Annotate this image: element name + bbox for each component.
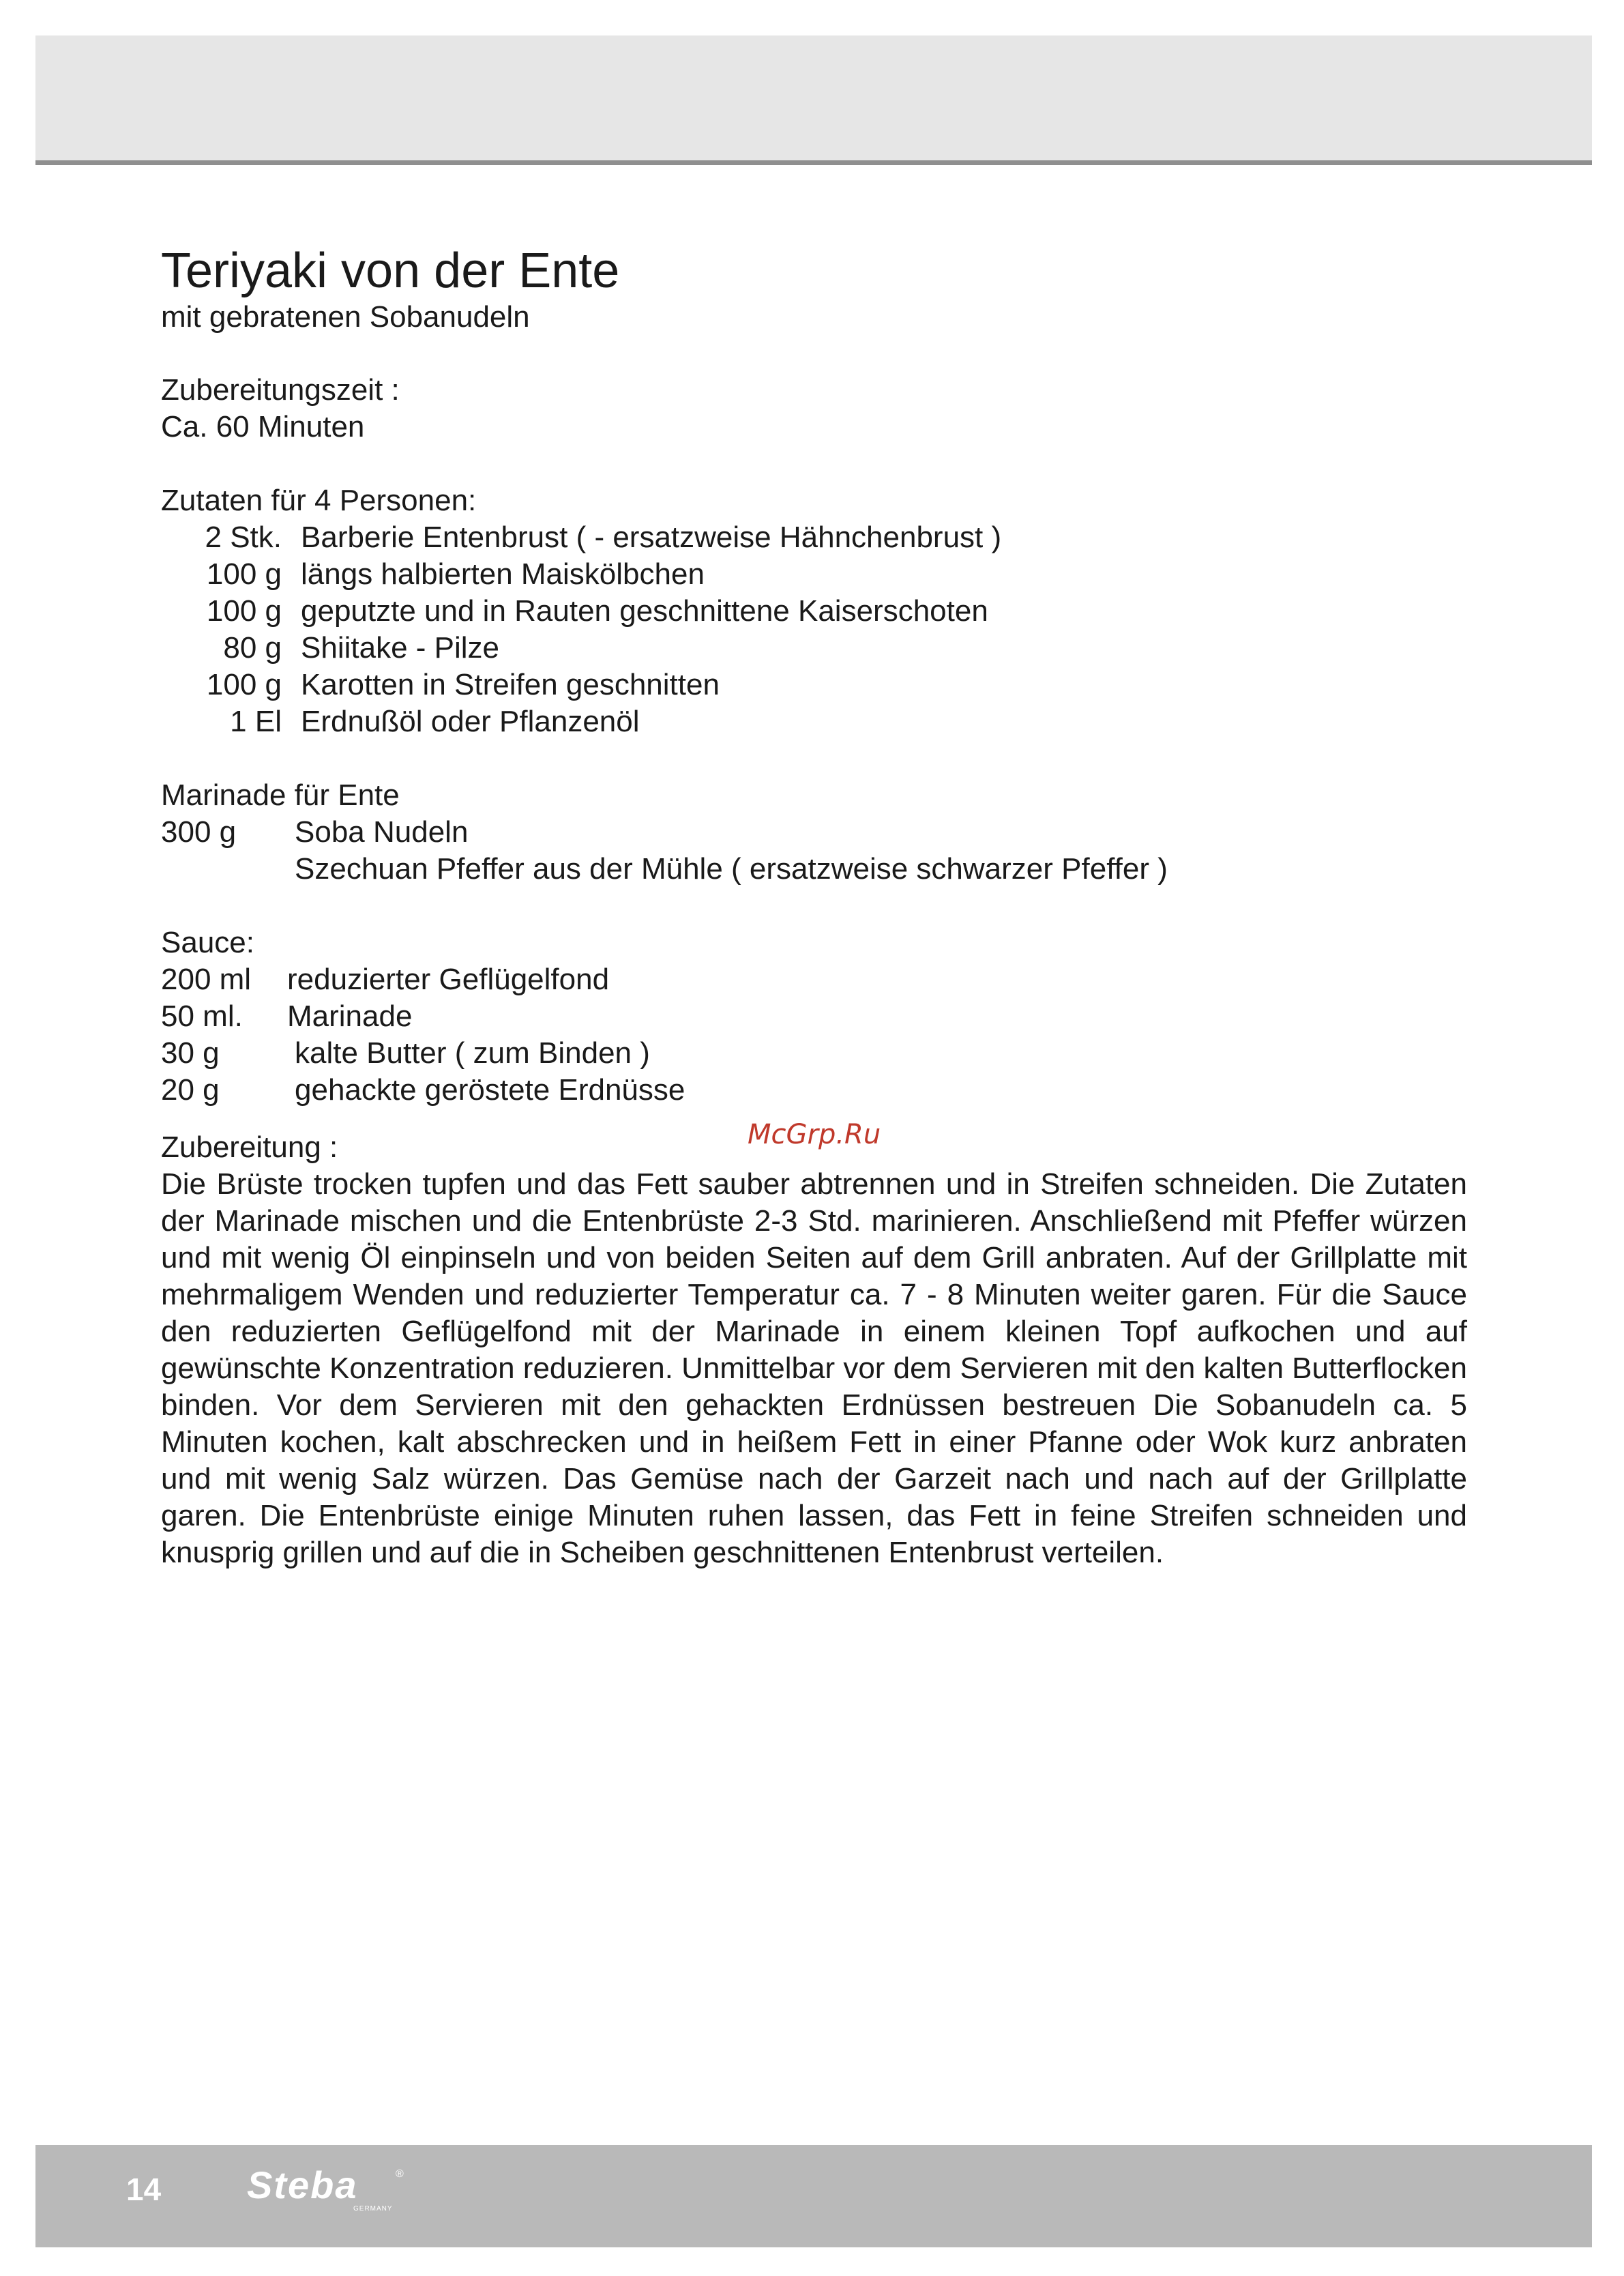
sauce-item: kalte Butter ( zum Binden ) — [295, 1036, 650, 1070]
sauce-label: Sauce: — [161, 926, 254, 959]
prep-time: Ca. 60 Minuten — [161, 410, 365, 443]
ingredient-item: Barberie Entenbrust ( - ersatzweise Hähnchenbrust ) — [301, 521, 1002, 554]
ingredient-item: Karotten in Streifen geschnitten — [301, 668, 720, 701]
method-label: Zubereitung : — [161, 1130, 338, 1164]
sauce-qty: 30 g — [161, 1036, 220, 1070]
marinade-item: Szechuan Pfeffer aus der Mühle ( ersatzweise schwarzer Pfeffer ) — [295, 852, 1168, 886]
ingredient-item: Erdnußöl oder Pflanzenöl — [301, 705, 640, 738]
method-text: Die Brüste trocken tupfen und das Fett sauber abtrennen und in Streifen schneiden. Die Zutaten der Marinade mischen und die Entenbrüste 2-3 Std. marinieren. Anschließend mit Pfeffer würzen und mit wenig Öl einpinseln und von beiden Seiten auf dem Grill anbraten. Auf der Grillplatte mit mehrmaligem Wenden und reduzierter Temperatur ca. 7 - 8 Minuten weiter garen. Für die Sauce den reduzierten Geflügelfond mit der Marinade in einem kleinen Topf aufkochen und auf gewünschte Konzentration reduzieren. Unmittelbar vor dem Servieren mit den kalten Butterflocken binden. Vor dem Servieren mit den gehackten Erdnüssen bestreuen Die Sobanudeln ca. 5 Minuten kochen, kalt abschrecken und in heißem Fett in einer Pfanne oder Wok kurz anbraten und mit wenig Salz würzen. Das Gemüse nach der Garzeit nach und nach auf der Grillplatte garen. Die Entenbrüste einige Minuten ruhen lassen, das Fett in feine Streifen schneiden und knusprig grillen und auf die in Scheiben geschnittenen Entenbrust verteilen. — [161, 1167, 1467, 1569]
ingredient-qty: 100 g — [206, 594, 282, 628]
sauce-qty: 20 g — [161, 1073, 220, 1107]
ingredient-item: Shiitake - Pilze — [301, 631, 500, 665]
marinade-row — [161, 851, 1467, 888]
brand-mark: ® — [396, 2168, 404, 2180]
recipe-content — [161, 242, 1467, 1571]
recipe-title: Teriyaki von der Ente — [161, 244, 620, 298]
ingredient-item: längs halbierten Maiskölbchen — [301, 557, 705, 591]
sauce-item: reduzierter Geflügelfond — [287, 963, 610, 996]
sauce-row — [161, 1035, 1467, 1072]
ingredient-row — [161, 593, 1467, 630]
brand-sub: GERMANY — [353, 2205, 393, 2213]
brand-logo: Steba — [247, 2163, 358, 2206]
ingredient-row — [161, 519, 1467, 556]
ingredient-qty: 80 g — [223, 631, 282, 665]
sauce-row — [161, 1072, 1467, 1109]
sauce-item: Marinade — [287, 1000, 413, 1033]
ingredient-item: geputzte und in Rauten geschnittene Kaiserschoten — [301, 594, 988, 628]
marinade-qty — [161, 851, 295, 888]
sauce-row — [161, 961, 1467, 998]
marinade-label: Marinade für Ente — [161, 778, 400, 812]
ingredient-qty: 100 g — [206, 668, 282, 701]
watermark: McGrp.Ru — [748, 1119, 881, 1150]
ingredient-row — [161, 703, 1467, 740]
header-band — [35, 35, 1592, 165]
marinade-qty: 300 g — [161, 815, 237, 849]
sauce-row — [161, 998, 1467, 1035]
ingredient-qty: 1 El — [230, 705, 282, 738]
ingredient-row — [161, 667, 1467, 703]
recipe-subtitle: mit gebratenen Sobanudeln — [161, 300, 530, 334]
sauce-qty: 50 ml. — [161, 1000, 243, 1033]
marinade-item: Soba Nudeln — [295, 815, 469, 849]
prep-label: Zubereitungszeit : — [161, 373, 400, 407]
marinade-row — [161, 814, 1467, 851]
ingredient-qty: 2 Stk. — [205, 521, 282, 554]
ingredients-label: Zutaten für 4 Personen: — [161, 484, 477, 517]
ingredient-qty: 100 g — [206, 557, 282, 591]
sauce-qty: 200 ml — [161, 963, 252, 996]
sauce-item: gehackte geröstete Erdnüsse — [295, 1073, 685, 1107]
ingredient-row — [161, 630, 1467, 667]
page-number: 14 — [126, 2172, 162, 2207]
ingredient-row — [161, 556, 1467, 593]
